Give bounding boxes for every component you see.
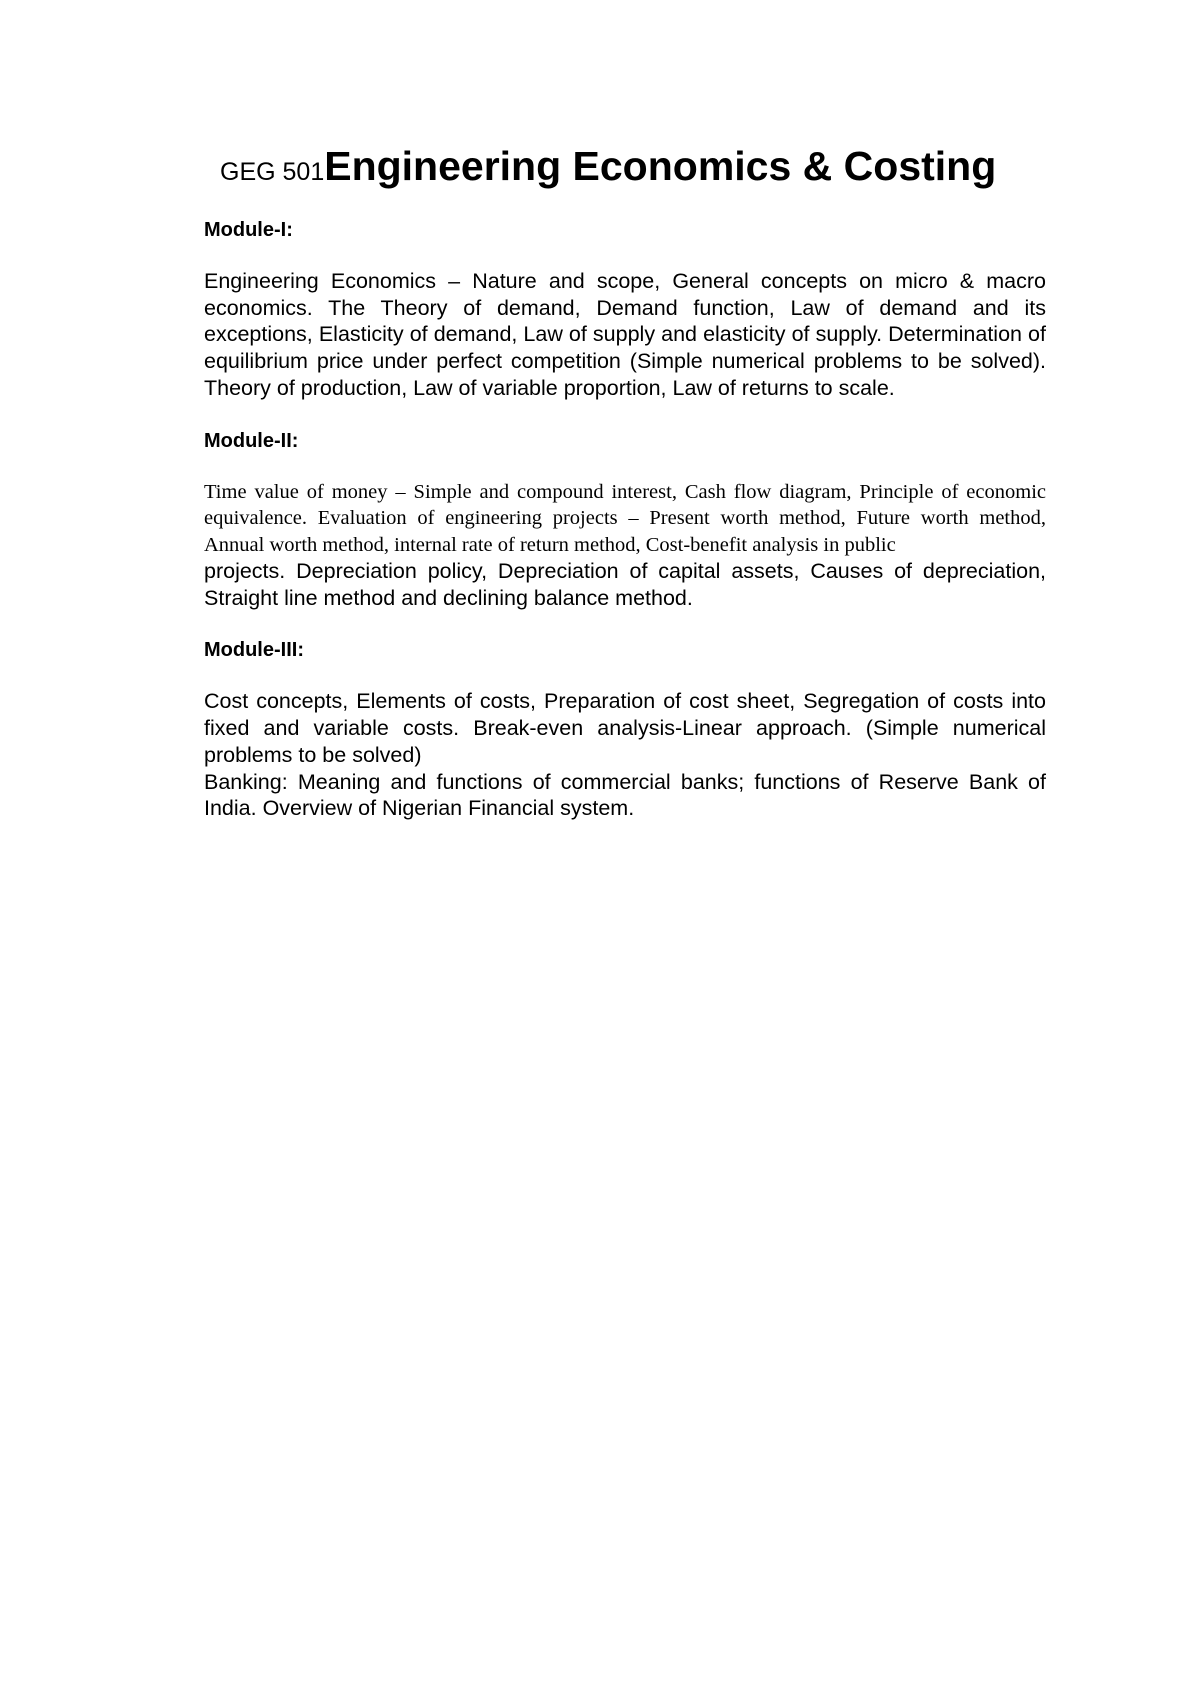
module-1-paragraph: Engineering Economics – Nature and scope, General concepts on micro & macro economics. The Theory of demand, Demand function, Law of demand and its exceptions, Elasticity of demand, Law of supply and elasticity of supply. Determination of equilibrium price under perfect competition (Simple numerical problems to be solved). Theory of production, Law of variable proportion, Law of returns to scale. [204, 269, 1046, 400]
page-title [220, 143, 1046, 189]
module-2-heading: Module-II: [204, 429, 299, 452]
course-code: GEG 501 [220, 158, 325, 186]
module-2-paragraph-1: Time value of money – Simple and compound interest, Cash flow diagram, Principle of economic equivalence. Evaluation of engineering projects – Present worth method, Future worth method, Annual worth method, internal rate of return method, Cost-benefit analysis in public [204, 480, 1046, 556]
module-2-paragraph-2: projects. Depreciation policy, Depreciation of capital assets, Causes of depreciation, Straight line method and declining balance method. [204, 559, 1046, 610]
document-content [204, 143, 1046, 822]
module-3-paragraph-1: Cost concepts, Elements of costs, Preparation of cost sheet, Segregation of costs into fixed and variable costs. Break-even analysis-Linear approach. (Simple numerical problems to be solved) [204, 689, 1046, 767]
course-title: Engineering Economics & Costing [324, 143, 997, 189]
module-3-heading: Module-III: [204, 639, 304, 662]
module-1-heading: Module-I: [204, 219, 293, 241]
module-3-paragraph-2: Banking: Meaning and functions of commercial banks; functions of Reserve Bank of India. Overview of Nigerian Financial system. [204, 769, 1046, 821]
